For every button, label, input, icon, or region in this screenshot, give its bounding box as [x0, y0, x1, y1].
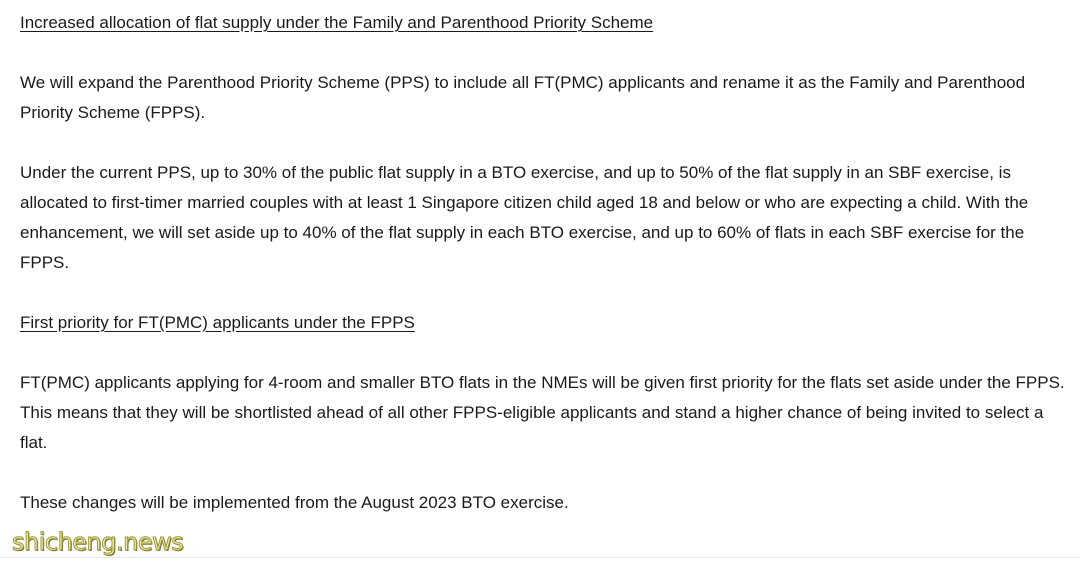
watermark-logo: shicheng.news — [12, 528, 184, 556]
paragraph-implementation-date: These changes will be implemented from the August 2023 BTO exercise. — [20, 493, 569, 512]
document-body — [20, 8, 1072, 548]
bottom-divider — [0, 557, 1080, 558]
paragraph-fpps-expansion: We will expand the Parenthood Priority Scheme (PPS) to include all FT(PMC) applicants and rename it as the Family and Parenthood Priority Scheme (FPPS). — [20, 73, 1026, 122]
section-heading-first-priority: First priority for FT(PMC) applicants under the FPPS — [20, 313, 415, 332]
paragraph-allocation-details: Under the current PPS, up to 30% of the public flat supply in a BTO exercise, and up to 50% of the flat supply in an SBF exercise, is allocated to first-timer married couples with at least 1 Singapore citizen child aged 18 and below or who are expecting a child. With the enhancement, we will set aside up to 40% of the flat supply in each BTO exercise, and up to 60% of flats in each SBF exercise for the FPPS. — [20, 163, 1029, 272]
section-heading-flat-supply: Increased allocation of flat supply under the Family and Parenthood Priority Scheme — [20, 13, 654, 32]
paragraph-first-priority-details: FT(PMC) applicants applying for 4-room and smaller BTO flats in the NMEs will be given first priority for the flats set aside under the FPPS. This means that they will be shortlisted ahead of all other FPPS-eligible applicants and stand a higher chance of being invited to select a flat. — [20, 373, 1065, 452]
